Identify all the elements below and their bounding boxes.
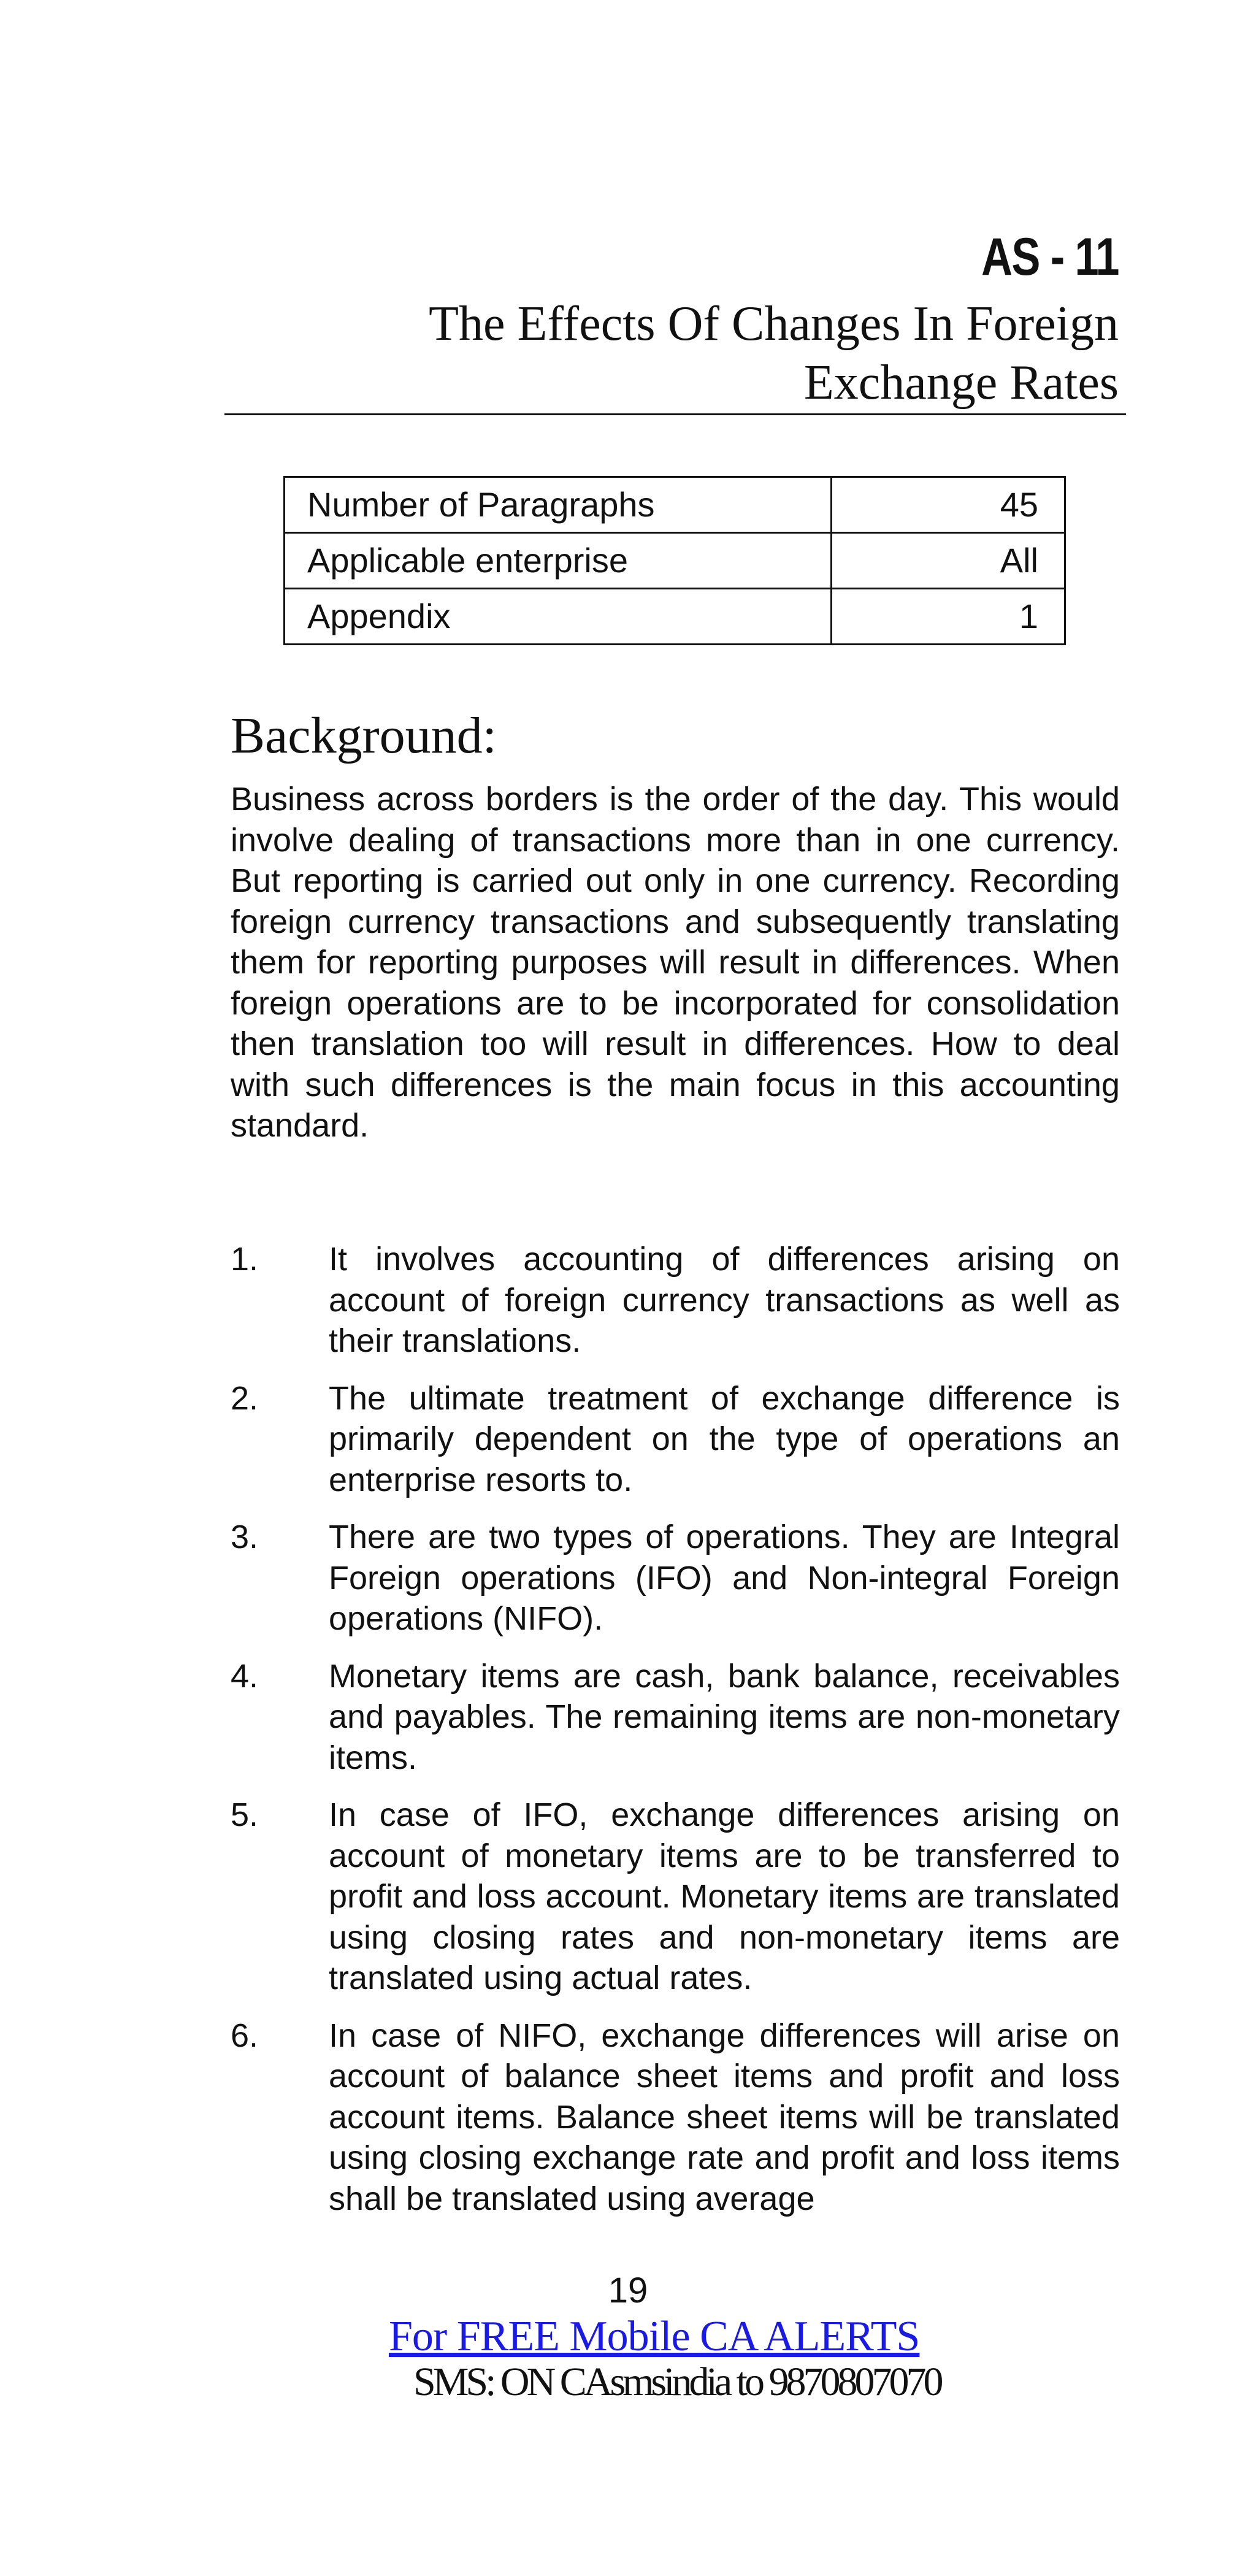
list-item-number: 1. <box>231 1241 259 1278</box>
list-item-text: There are two types of operations. They are Integral Foreign operations (IFO) and Non-integral Foreign operations (NIFO). <box>329 1519 1120 1637</box>
list-item <box>231 1517 1120 1639</box>
table-cell-value: 45 <box>832 477 1065 533</box>
list-item <box>231 1378 1120 1501</box>
table-cell-value: 1 <box>832 589 1065 645</box>
list-item-number: 2. <box>231 1379 259 1417</box>
standard-title-line-2: Exchange Rates <box>803 356 1119 410</box>
list-item <box>231 1656 1120 1779</box>
list-item-number: 5. <box>231 1796 259 1833</box>
table-cell-label: Number of Paragraphs <box>285 477 832 533</box>
table-cell-label: Appendix <box>285 589 832 645</box>
page-number: 19 <box>608 2271 648 2310</box>
list-item-text: It involves accounting of differences arising on account of foreign currency transactions as well as their translations. <box>329 1241 1120 1359</box>
table-cell-label: Applicable enterprise <box>285 533 832 589</box>
standard-code: AS - 11 <box>981 228 1119 286</box>
summary-table <box>283 476 1066 645</box>
list-item-number: 3. <box>231 1519 259 1555</box>
list-item <box>231 1795 1120 1999</box>
standard-title-line-1: The Effects Of Changes In Foreign <box>429 297 1119 351</box>
promo-link[interactable]: For FREE Mobile CA ALERTS <box>389 2313 920 2360</box>
table-row <box>285 477 1065 533</box>
list-item <box>231 2015 1120 2220</box>
promo-sms-text: SMS: ON CAsmsindia to 9870807070 <box>413 2359 941 2404</box>
list-item-number: 4. <box>231 1657 259 1695</box>
list-item-number: 6. <box>231 2017 259 2054</box>
table-cell-value: All <box>832 533 1065 589</box>
list-item-text: The ultimate treatment of exchange difference is primarily dependent on the type of operations an enterprise resorts to. <box>329 1379 1120 1498</box>
numbered-points-list <box>231 1239 1120 2236</box>
background-paragraph: Business across borders is the order of the day. This would involve dealing of transactions more than in one currency. But reporting is carried out only in one currency. Recording foreign currency transactions and subsequently translating them for reporting purposes will result in differences. When foreign operations are to be incorporated for consolidation then translation too will result in differences. How to deal with such differences is the main focus in this accounting standard. <box>231 781 1120 1144</box>
list-item <box>231 1239 1120 1362</box>
standard-title <box>260 294 1119 412</box>
background-heading: Background: <box>231 707 497 764</box>
table-row <box>285 589 1065 645</box>
list-item-text: In case of NIFO, exchange differences will arise on account of balance sheet items and profit and loss account items. Balance sheet items will be translated using closing exchange rate and profit and loss items shall be translated using average <box>329 2017 1120 2217</box>
list-item-text: Monetary items are cash, bank balance, receivables and payables. The remaining items are non-monetary items. <box>329 1657 1120 1776</box>
list-item-text: In case of IFO, exchange differences arising on account of monetary items are to be transferred to profit and loss account. Monetary items are translated using closing rates and non-monetary items are translated using actual rates. <box>329 1796 1120 1996</box>
table-row <box>285 533 1065 589</box>
title-divider <box>224 413 1126 415</box>
